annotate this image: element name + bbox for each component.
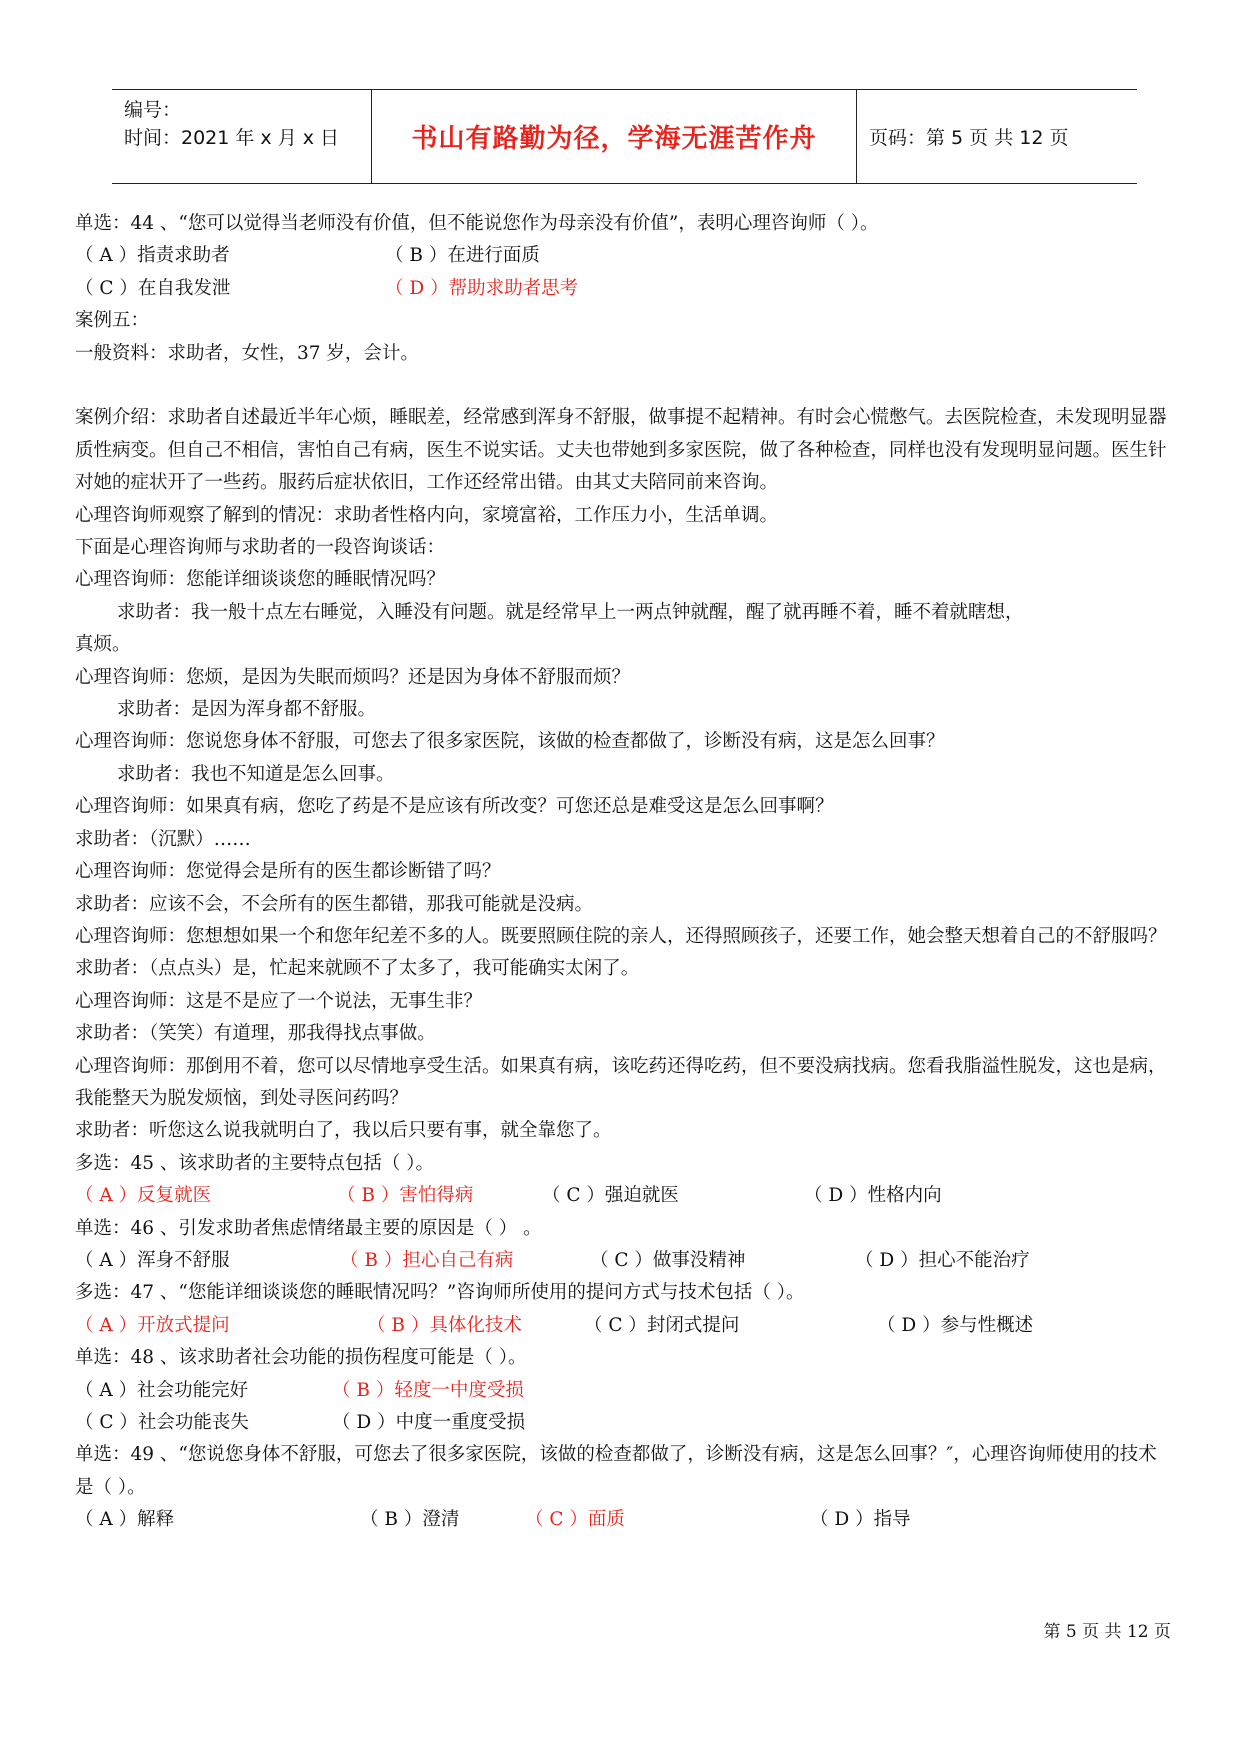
q47-options — [75, 1310, 1175, 1342]
q46-option-d: （ D ）担心不能治疗 — [855, 1249, 1030, 1271]
case-general: 一般资料：求助者，女性，37 岁，会计。 — [75, 342, 419, 364]
dialog-line: 求助者：我一般十点左右睡觉，入睡没有问题。就是经常早上一两点钟就醒，醒了就再睡不着，睡不着就瞎想， — [117, 601, 1024, 623]
q48-option-d: （ D ）中度一重度受损 — [332, 1412, 526, 1434]
number-label: 编号： — [124, 99, 182, 121]
dialog-line: 心理咨询师：您说您身体不舒服，可您去了很多家医院，该做的检查都做了，诊断没有病，这是怎么回事？ — [75, 731, 945, 753]
dialog-line: 求助者：（笑笑）有道理，那我得找点事做。 — [75, 1023, 436, 1045]
q49-option-c: （ C ）面质 — [525, 1509, 625, 1531]
dialog-line: 心理咨询师：您想想如果一个和您年纪差不多的人。既要照顾住院的亲人，还得照顾孩子，还要工作，她会整天想着自己的不舒服吗？ — [75, 925, 1167, 947]
time-label: 时间：2021 年 x 月 x 日 — [124, 127, 340, 149]
dialog-line: 求助者：应该不会，不会所有的医生都错，那我可能就是没病。 — [75, 893, 594, 915]
q49-option-b: （ B ）澄清 — [360, 1509, 460, 1531]
dialog-intro: 下面是心理咨询师与求助者的一段咨询谈话： — [75, 537, 446, 559]
q44-stem: 单选：44 、“您可以觉得当老师没有价值，但不能说您作为母亲没有价值”，表明心理咨询师（ ）。 — [75, 213, 879, 234]
q47-option-d: （ D ）参与性概述 — [877, 1314, 1034, 1336]
case-intro: 案例介绍：求助者自述最近半年心烦，睡眠差，经常感到浑身不舒服，做事提不起精神。有时会心慌憋气。去医院检查，未发现明显器质性病变。但自己不相信，害怕自己有病，医生不说实话。丈夫也带她到多家医院，做了各种检查，同样也没有发现明显问题。医生针对她的症状开了一些药。服药后症状依旧，工作还经常出错。由其丈夫陪同前来咨询。 — [75, 407, 1167, 494]
dialog-line: 求助者：（沉默）…… — [75, 828, 251, 850]
case-observation: 心理咨询师观察了解到的情况：求助者性格内向，家境富裕，工作压力小，生活单调。 — [75, 504, 779, 526]
case-title: 案例五： — [75, 310, 150, 332]
motto: 书山有路勤为径，学海无涯苦作舟 — [372, 90, 857, 183]
q48-stem: 单选：48 、该求助者社会功能的损伤程度可能是（ ）。 — [75, 1347, 527, 1369]
q46-stem: 单选：46 、引发求助者焦虑情绪最主要的原因是（ ） 。 — [75, 1217, 542, 1239]
document-body — [75, 208, 1175, 1537]
dialog-line: 心理咨询师：如果真有病，您吃了药是不是应该有所改变？可您还总是难受这是怎么回事啊？ — [75, 796, 834, 818]
q47-option-a: （ A ）开放式提问 — [75, 1314, 230, 1336]
header-left-cell — [112, 90, 372, 183]
dialog-line: 心理咨询师：您烦，是因为失眠而烦吗？还是因为身体不舒服而烦？ — [75, 666, 631, 688]
dialog-line: 求助者：听您这么说我就明白了，我以后只要有事，就全靠您了。 — [75, 1120, 612, 1142]
q45-option-d: （ D ）性格内向 — [804, 1185, 942, 1207]
q44-option-d: （ D ）帮助求助者思考 — [385, 277, 579, 299]
q48-option-a: （ A ）社会功能完好 — [75, 1379, 249, 1401]
dialog-line: 心理咨询师：那倒用不着，您可以尽情地享受生活。如果真有病，该吃药还得吃药，但不要没病找病。您看我脂溢性脱发，这也是病，我能整天为脱发烦恼，到处寻医问药吗？ — [75, 1055, 1167, 1109]
q45-option-c: （ C ）强迫就医 — [542, 1185, 679, 1207]
q48-options-row1 — [75, 1375, 1175, 1407]
dialog-line: 心理咨询师：您能详细谈谈您的睡眠情况吗？ — [75, 569, 446, 591]
q44-options-row2 — [75, 273, 1175, 305]
q49-option-a: （ A ）解释 — [75, 1509, 175, 1531]
dialog-line: 求助者：是因为浑身都不舒服。 — [117, 699, 377, 721]
blank-line — [75, 370, 1175, 402]
q45-option-a: （ A ）反复就医 — [75, 1185, 212, 1207]
q49-option-d: （ D ）指导 — [810, 1509, 911, 1531]
q48-option-b: （ B ）轻度一中度受损 — [332, 1379, 524, 1401]
dialog-line: 求助者：我也不知道是怎么回事。 — [117, 763, 395, 785]
q44-option-c: （ C ）在自我发泄 — [75, 277, 231, 299]
q44-option-b: （ B ）在进行面质 — [385, 245, 540, 267]
q47-stem: 多选：47 、“您能详细谈谈您的睡眠情况吗？”咨询师所使用的提问方式与技术包括（ ）。 — [75, 1282, 805, 1304]
q44-options-row1 — [75, 240, 1175, 272]
q45-options — [75, 1180, 1175, 1212]
q48-option-c: （ C ）社会功能丧失 — [75, 1412, 249, 1434]
q45-stem: 多选：45 、该求助者的主要特点包括（ ）。 — [75, 1152, 435, 1174]
q44-option-a: （ A ）指责求助者 — [75, 245, 230, 267]
header-table — [112, 89, 1137, 184]
q46-options — [75, 1245, 1175, 1277]
q46-option-b: （ B ）担心自己有病 — [340, 1249, 514, 1271]
q47-option-b: （ B ）具体化技术 — [367, 1314, 522, 1336]
q49-stem: 单选：49 、“您说您身体不舒服，可您去了很多家医院，该做的检查都做了，诊断没有病，这是怎么回事？″，心理咨询师使用的技术是（ ）。 — [75, 1444, 1157, 1498]
q46-option-a: （ A ）浑身不舒服 — [75, 1249, 230, 1271]
dialog-line: 心理咨询师：这是不是应了一个说法，无事生非？ — [75, 990, 483, 1012]
page-label: 页码：第 5 页 共 12 页 — [869, 127, 1069, 149]
q48-options-row2 — [75, 1407, 1175, 1439]
page-footer: 第 5 页 共 12 页 — [1043, 1622, 1171, 1642]
q45-option-b: （ B ）害怕得病 — [337, 1185, 474, 1207]
dialog-line: 求助者：（点点头）是，忙起来就顾不了太多了，我可能确实太闲了。 — [75, 958, 640, 980]
dialog-line: 真烦。 — [75, 634, 131, 656]
dialog-line: 心理咨询师：您觉得会是所有的医生都诊断错了吗？ — [75, 861, 501, 883]
q49-options — [75, 1504, 1175, 1536]
q46-option-c: （ C ）做事没精神 — [590, 1249, 746, 1271]
q47-option-c: （ C ）封闭式提问 — [584, 1314, 740, 1336]
